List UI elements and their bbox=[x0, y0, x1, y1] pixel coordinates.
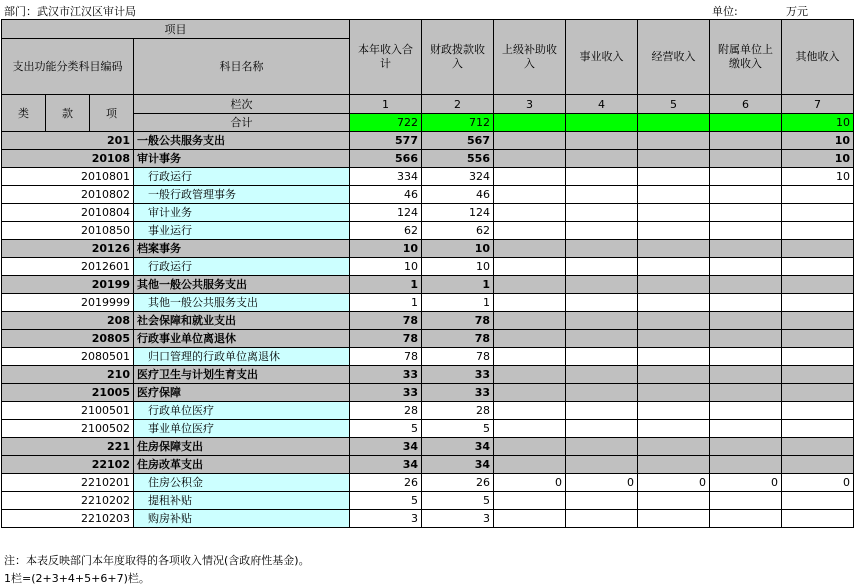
row-value bbox=[710, 168, 782, 186]
col-header-operating: 经营收入 bbox=[638, 20, 710, 95]
row-value: 28 bbox=[422, 402, 494, 420]
row-value bbox=[710, 384, 782, 402]
row-value bbox=[710, 204, 782, 222]
row-name: 一般行政管理事务 bbox=[134, 186, 350, 204]
row-value: 10 bbox=[422, 240, 494, 258]
total-value bbox=[710, 114, 782, 132]
table-row bbox=[2, 330, 854, 348]
sub-header-class: 类 bbox=[2, 95, 46, 132]
row-value bbox=[494, 132, 566, 150]
row-value bbox=[782, 348, 854, 366]
row-value bbox=[710, 366, 782, 384]
row-value bbox=[638, 240, 710, 258]
row-name: 档案事务 bbox=[134, 240, 350, 258]
row-value bbox=[638, 438, 710, 456]
col-header-fiscal: 财政拨款收入 bbox=[422, 20, 494, 95]
row-value bbox=[566, 348, 638, 366]
col-header-other: 其他收入 bbox=[782, 20, 854, 95]
row-value bbox=[710, 150, 782, 168]
row-name: 行政运行 bbox=[134, 168, 350, 186]
row-value: 3 bbox=[350, 510, 422, 528]
table-row bbox=[2, 456, 854, 474]
col-header-affiliate: 附属单位上缴收入 bbox=[710, 20, 782, 95]
row-code: 221 bbox=[2, 438, 134, 456]
row-value bbox=[710, 438, 782, 456]
row-value bbox=[566, 330, 638, 348]
row-name: 提租补贴 bbox=[134, 492, 350, 510]
row-value: 556 bbox=[422, 150, 494, 168]
row-value bbox=[494, 492, 566, 510]
row-value bbox=[782, 330, 854, 348]
unit-value: 万元 bbox=[786, 5, 808, 18]
row-value bbox=[638, 276, 710, 294]
row-name: 审计事务 bbox=[134, 150, 350, 168]
row-value bbox=[566, 492, 638, 510]
sub-header-item: 项 bbox=[90, 95, 134, 132]
row-code: 210 bbox=[2, 366, 134, 384]
row-code: 2010802 bbox=[2, 186, 134, 204]
table-row bbox=[2, 474, 854, 492]
name-header: 科目名称 bbox=[134, 39, 350, 95]
row-value bbox=[710, 312, 782, 330]
col-number: 4 bbox=[566, 95, 638, 114]
row-value bbox=[494, 150, 566, 168]
row-code: 20199 bbox=[2, 276, 134, 294]
row-value bbox=[782, 456, 854, 474]
row-name: 事业运行 bbox=[134, 222, 350, 240]
row-value bbox=[638, 456, 710, 474]
table-row bbox=[2, 348, 854, 366]
row-value bbox=[566, 420, 638, 438]
row-value bbox=[494, 168, 566, 186]
row-value bbox=[566, 150, 638, 168]
col-header-superior-subsidy: 上级补助收入 bbox=[494, 20, 566, 95]
row-value bbox=[638, 366, 710, 384]
row-value bbox=[710, 402, 782, 420]
row-value bbox=[782, 492, 854, 510]
row-code: 2010801 bbox=[2, 168, 134, 186]
row-code: 2012601 bbox=[2, 258, 134, 276]
table-row bbox=[2, 294, 854, 312]
row-value: 566 bbox=[350, 150, 422, 168]
row-value: 34 bbox=[422, 456, 494, 474]
row-value: 62 bbox=[422, 222, 494, 240]
table-row bbox=[2, 258, 854, 276]
total-value: 722 bbox=[350, 114, 422, 132]
row-code: 22102 bbox=[2, 456, 134, 474]
row-value: 0 bbox=[782, 474, 854, 492]
row-name: 住房保障支出 bbox=[134, 438, 350, 456]
row-value: 567 bbox=[422, 132, 494, 150]
row-value: 1 bbox=[350, 294, 422, 312]
row-value bbox=[710, 420, 782, 438]
table-body bbox=[2, 132, 854, 528]
row-value bbox=[494, 366, 566, 384]
col-number: 7 bbox=[782, 95, 854, 114]
row-value bbox=[710, 492, 782, 510]
row-value: 10 bbox=[422, 258, 494, 276]
row-value bbox=[494, 204, 566, 222]
row-value: 46 bbox=[350, 186, 422, 204]
row-value bbox=[710, 294, 782, 312]
row-code: 201 bbox=[2, 132, 134, 150]
row-value bbox=[566, 456, 638, 474]
row-value bbox=[782, 204, 854, 222]
row-value bbox=[782, 366, 854, 384]
row-value: 1 bbox=[422, 294, 494, 312]
row-name: 社会保障和就业支出 bbox=[134, 312, 350, 330]
row-value: 10 bbox=[782, 168, 854, 186]
col-number: 3 bbox=[494, 95, 566, 114]
row-value bbox=[566, 276, 638, 294]
row-value bbox=[710, 132, 782, 150]
code-header: 支出功能分类科目编码 bbox=[2, 39, 134, 95]
table-row bbox=[2, 186, 854, 204]
row-value bbox=[494, 222, 566, 240]
row-value bbox=[494, 294, 566, 312]
row-value bbox=[782, 438, 854, 456]
row-value bbox=[710, 330, 782, 348]
row-value: 78 bbox=[350, 330, 422, 348]
row-value: 10 bbox=[350, 258, 422, 276]
row-value: 26 bbox=[350, 474, 422, 492]
row-value bbox=[782, 186, 854, 204]
row-value bbox=[566, 294, 638, 312]
income-table bbox=[1, 19, 854, 528]
row-value: 5 bbox=[422, 420, 494, 438]
row-value: 0 bbox=[566, 474, 638, 492]
table-row bbox=[2, 222, 854, 240]
row-value bbox=[494, 420, 566, 438]
note-line-1: 注：本表反映部门本年度取得的各项收入情况(含政府性基金)。 bbox=[4, 554, 310, 567]
row-value bbox=[638, 222, 710, 240]
col-header-business: 事业收入 bbox=[566, 20, 638, 95]
row-value: 124 bbox=[350, 204, 422, 222]
row-value bbox=[638, 510, 710, 528]
col-number: 2 bbox=[422, 95, 494, 114]
row-value: 46 bbox=[422, 186, 494, 204]
row-code: 20108 bbox=[2, 150, 134, 168]
table-row bbox=[2, 366, 854, 384]
row-value bbox=[710, 348, 782, 366]
row-name: 审计业务 bbox=[134, 204, 350, 222]
row-value bbox=[494, 456, 566, 474]
table-row bbox=[2, 312, 854, 330]
row-value bbox=[566, 132, 638, 150]
row-value: 577 bbox=[350, 132, 422, 150]
row-value: 0 bbox=[710, 474, 782, 492]
report-header bbox=[0, 0, 858, 19]
row-value: 78 bbox=[350, 348, 422, 366]
row-value: 78 bbox=[422, 312, 494, 330]
row-value bbox=[710, 276, 782, 294]
row-value: 62 bbox=[350, 222, 422, 240]
row-code: 2210201 bbox=[2, 474, 134, 492]
total-label: 合计 bbox=[134, 114, 350, 132]
row-value bbox=[494, 510, 566, 528]
row-value bbox=[638, 312, 710, 330]
row-name: 事业单位医疗 bbox=[134, 420, 350, 438]
row-value: 34 bbox=[350, 456, 422, 474]
table-row bbox=[2, 510, 854, 528]
row-code: 2100502 bbox=[2, 420, 134, 438]
row-value bbox=[782, 510, 854, 528]
row-value bbox=[782, 402, 854, 420]
table-row bbox=[2, 492, 854, 510]
row-value bbox=[710, 510, 782, 528]
row-value bbox=[494, 438, 566, 456]
row-value bbox=[710, 186, 782, 204]
row-name: 行政单位医疗 bbox=[134, 402, 350, 420]
row-value bbox=[566, 204, 638, 222]
row-value: 5 bbox=[422, 492, 494, 510]
row-value bbox=[494, 384, 566, 402]
table-row bbox=[2, 168, 854, 186]
department-label: 部门：武汉市江汉区审计局 bbox=[4, 5, 136, 18]
table-row bbox=[2, 204, 854, 222]
row-value: 33 bbox=[422, 384, 494, 402]
table-row bbox=[2, 240, 854, 258]
row-value: 26 bbox=[422, 474, 494, 492]
row-name: 购房补贴 bbox=[134, 510, 350, 528]
row-code: 20805 bbox=[2, 330, 134, 348]
row-value bbox=[638, 348, 710, 366]
row-name: 行政运行 bbox=[134, 258, 350, 276]
table-row bbox=[2, 438, 854, 456]
row-value bbox=[494, 276, 566, 294]
row-value bbox=[566, 510, 638, 528]
row-value bbox=[566, 312, 638, 330]
row-name: 行政事业单位离退休 bbox=[134, 330, 350, 348]
row-value bbox=[494, 330, 566, 348]
row-value: 1 bbox=[350, 276, 422, 294]
row-value: 334 bbox=[350, 168, 422, 186]
row-value: 34 bbox=[350, 438, 422, 456]
row-value bbox=[494, 348, 566, 366]
row-value: 0 bbox=[638, 474, 710, 492]
row-value: 5 bbox=[350, 420, 422, 438]
row-value: 124 bbox=[422, 204, 494, 222]
row-value bbox=[566, 186, 638, 204]
row-name: 住房改革支出 bbox=[134, 456, 350, 474]
table-row bbox=[2, 150, 854, 168]
row-value: 0 bbox=[494, 474, 566, 492]
row-value bbox=[638, 384, 710, 402]
row-name: 医疗卫生与计划生育支出 bbox=[134, 366, 350, 384]
row-value bbox=[638, 150, 710, 168]
row-value: 33 bbox=[350, 366, 422, 384]
row-value bbox=[566, 384, 638, 402]
col-number: 1 bbox=[350, 95, 422, 114]
row-value bbox=[494, 240, 566, 258]
row-code: 2210202 bbox=[2, 492, 134, 510]
row-value bbox=[638, 168, 710, 186]
row-value bbox=[566, 438, 638, 456]
row-value: 1 bbox=[422, 276, 494, 294]
row-value bbox=[494, 312, 566, 330]
total-value bbox=[638, 114, 710, 132]
row-value bbox=[638, 492, 710, 510]
sub-header-section: 款 bbox=[46, 95, 90, 132]
row-value bbox=[782, 240, 854, 258]
total-value: 10 bbox=[782, 114, 854, 132]
row-value: 3 bbox=[422, 510, 494, 528]
row-value bbox=[494, 186, 566, 204]
row-value bbox=[566, 402, 638, 420]
total-value bbox=[494, 114, 566, 132]
row-value bbox=[782, 258, 854, 276]
row-name: 归口管理的行政单位离退休 bbox=[134, 348, 350, 366]
row-value bbox=[710, 240, 782, 258]
row-name: 其他一般公共服务支出 bbox=[134, 294, 350, 312]
row-value: 33 bbox=[350, 384, 422, 402]
note-line-2: 1栏=(2+3+4+5+6+7)栏。 bbox=[4, 572, 150, 585]
total-value: 712 bbox=[422, 114, 494, 132]
row-code: 2080501 bbox=[2, 348, 134, 366]
row-name: 住房公积金 bbox=[134, 474, 350, 492]
row-value: 10 bbox=[350, 240, 422, 258]
row-value bbox=[782, 276, 854, 294]
table-row bbox=[2, 384, 854, 402]
row-value: 10 bbox=[782, 132, 854, 150]
row-value bbox=[566, 258, 638, 276]
row-value bbox=[782, 384, 854, 402]
col-number: 5 bbox=[638, 95, 710, 114]
row-value bbox=[710, 456, 782, 474]
row-value bbox=[494, 258, 566, 276]
row-value bbox=[566, 240, 638, 258]
row-value: 78 bbox=[422, 348, 494, 366]
row-value bbox=[782, 420, 854, 438]
row-code: 2100501 bbox=[2, 402, 134, 420]
row-code: 208 bbox=[2, 312, 134, 330]
row-code: 2019999 bbox=[2, 294, 134, 312]
table-row bbox=[2, 402, 854, 420]
row-value bbox=[638, 186, 710, 204]
row-value bbox=[566, 168, 638, 186]
row-value: 33 bbox=[422, 366, 494, 384]
row-name: 其他一般公共服务支出 bbox=[134, 276, 350, 294]
row-value bbox=[638, 258, 710, 276]
row-value bbox=[566, 222, 638, 240]
row-value: 5 bbox=[350, 492, 422, 510]
row-value bbox=[710, 258, 782, 276]
row-name: 医疗保障 bbox=[134, 384, 350, 402]
row-value bbox=[638, 330, 710, 348]
col-number: 6 bbox=[710, 95, 782, 114]
table-row bbox=[2, 420, 854, 438]
row-code: 2010804 bbox=[2, 204, 134, 222]
table-row bbox=[2, 276, 854, 294]
row-value: 28 bbox=[350, 402, 422, 420]
table-row bbox=[2, 132, 854, 150]
row-value: 34 bbox=[422, 438, 494, 456]
row-code: 2010850 bbox=[2, 222, 134, 240]
unit-label: 单位: bbox=[712, 5, 738, 18]
row-value: 78 bbox=[422, 330, 494, 348]
row-value bbox=[638, 420, 710, 438]
row-value bbox=[782, 222, 854, 240]
col-header-total: 本年收入合计 bbox=[350, 20, 422, 95]
row-code: 20126 bbox=[2, 240, 134, 258]
row-code: 21005 bbox=[2, 384, 134, 402]
row-value bbox=[782, 294, 854, 312]
row-value bbox=[638, 402, 710, 420]
row-value: 78 bbox=[350, 312, 422, 330]
row-value bbox=[638, 132, 710, 150]
row-value bbox=[494, 402, 566, 420]
row-value bbox=[782, 312, 854, 330]
item-header: 项目 bbox=[2, 20, 350, 39]
row-value bbox=[638, 204, 710, 222]
row-name: 一般公共服务支出 bbox=[134, 132, 350, 150]
row-value: 10 bbox=[782, 150, 854, 168]
row-value bbox=[710, 222, 782, 240]
lanci-label: 栏次 bbox=[134, 95, 350, 114]
row-value bbox=[566, 366, 638, 384]
row-value bbox=[638, 294, 710, 312]
row-code: 2210203 bbox=[2, 510, 134, 528]
row-value: 324 bbox=[422, 168, 494, 186]
total-value bbox=[566, 114, 638, 132]
